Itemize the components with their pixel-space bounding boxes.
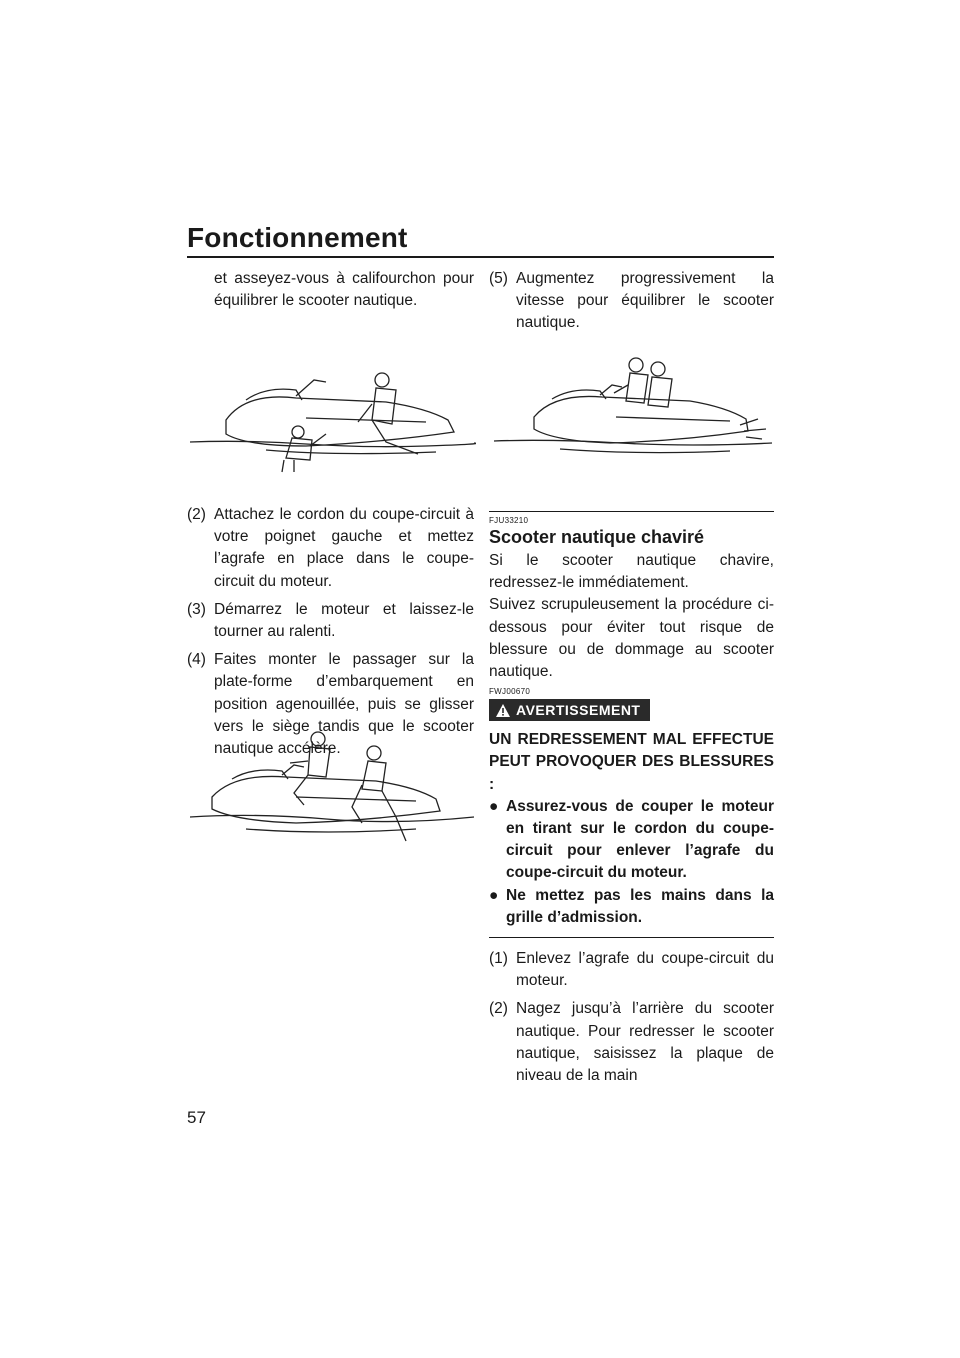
section-para-2: Suivez scrupuleusement la procédure ci-dessous pour éviter tout risque de blessure ou de dommage au scooter nautique. [489,596,774,681]
step-1: (1) Enlevez l’agrafe du coupe-circuit du moteur. [489,950,774,990]
page-title: Fonctionnement [187,222,408,253]
warning-triangle-icon [495,703,511,718]
warning-badge [489,699,650,721]
intro-text: et asseyez-vous à califourchon pour équilibrer le scooter nautique. [214,270,474,310]
step-3: (3) Démarrez le moteur et laissez-le tourner au ralenti. [187,600,474,641]
title-rule [187,256,774,258]
bullet-icon: ● [489,886,499,904]
warning-heading: UN REDRESSEMENT MAL EFFECTUE PEUT PROVOQUER DES BLESSURES : [489,731,774,793]
section-code: FJU33210 [489,516,529,525]
warning-bullet: ● Assurez-vous de couper le moteur en tirant sur le cordon du coupe-circuit pour enlever l’agrafe du coupe-circuit du moteur. [489,797,774,882]
section-rule [489,511,774,512]
bullet-icon: ● [489,797,499,815]
right-step5-block [489,268,774,341]
step-4: (4) Faites monter le passager sur la plate-forme d’embarquement en position agenouillée, puis se glisser vers le siège tandis que le scooter nautique accélère. [187,651,474,758]
right-section [489,511,774,1093]
step-2-right: (2) Nagez jusqu’à l’arrière du scooter nautique. Pour redresser le scooter nautique, saisissez la plaque de niveau de la main [489,1000,774,1085]
page-number: 57 [187,1108,206,1127]
step-5: (5) Augmentez progressivement la vitesse pour équilibrer le scooter nautique. [489,270,774,332]
section-title: Scooter nautique chaviré [489,527,705,547]
passenger-boarding-illustration [186,725,476,850]
boarding-illustration [186,360,476,475]
warning-code: FWJ00670 [489,687,531,697]
warning-end-rule [489,937,774,938]
warning-label: AVERTISSEMENT [516,702,641,719]
section-para-1: Si le scooter nautique chavire, redressez-le immédiatement. [489,552,774,592]
step-2: (2) Attachez le cordon du coupe-circuit à votre poignet gauche et mettez l’agrafe en place dans le coupe-circuit du moteur. [187,506,474,590]
riding-illustration [490,355,776,470]
left-intro-block [187,268,474,312]
warning-bullet: ● Ne mettez pas les mains dans la grille d’admission. [489,886,774,926]
